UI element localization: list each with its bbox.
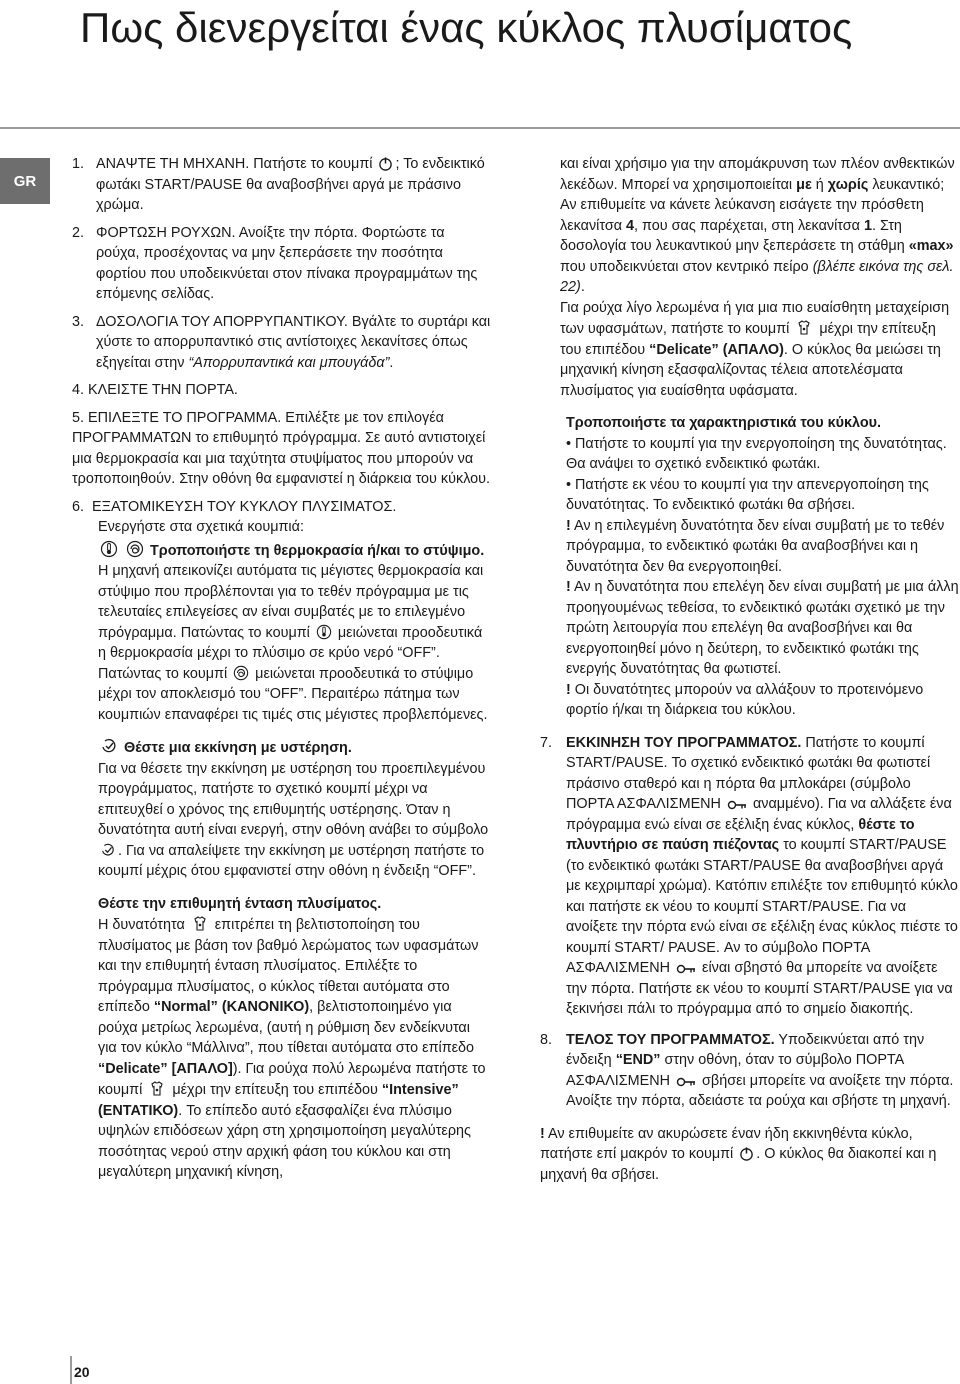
title-band (0, 0, 960, 128)
right-column (540, 154, 960, 1192)
title-divider (0, 127, 960, 129)
delay-timer-icon (100, 842, 116, 858)
step-heading: ΔΟΣΟΛΟΓΙΑ ΤΟΥ ΑΠΟΡΡΥΠΑΝΤΙΚΟΥ. (96, 313, 348, 330)
temperature-icon (100, 540, 118, 558)
warning-mark: ! (566, 579, 571, 595)
door-lock-icon (727, 799, 747, 811)
section-heading: Τροποποιήστε τη θερμοκρασία ή/και το στύψιμο. (150, 542, 485, 559)
left-column (72, 154, 492, 1190)
intensity-section: Θέστε την επιθυμητή ένταση πλυσίματος. Η δυνατότητα επιτρέπει τη βελτιστοποίηση του πλυσίματος με βάση τον βαθμό λερώματος των υφασμάτων και την επιθυμητή ένταση πλυσίματος. Επιλέξτε το πρόγραμμα πλυσίματος, ο κύκλος τίθεται αυτόματα στο επίπεδο “Normal” (ΚΑΝΟΝΙΚΟ), βελτιστοποιημένο για ρούχα μετρίως λερωμένα, (αυτή η ρύθμιση δεν ενδείκνυται για τον κύκλο “Μάλλινα”, που τίθεται αυτόματα στο επίπεδο “Delicate” [ΑΠΑΛΟ]). Για ρούχα πολύ λερωμένα πατήστε το κουμπί μέχρι την επίτευξη του επιπέδου “Intensive” (ΕΝΤΑΤΙΚΟ). Το επίπεδο αυτό εξασφαλίζει ένα πλύσιμο υψηλών επιδόσεων χάρη στη χρησιμοποίηση μεγαλύτερης ποσότητας νερού στην αρχική φάση του κύκλου και στη μεγαλύτερη μηχανική κίνηση, (98, 895, 486, 1180)
page-number: 20 (74, 1364, 90, 1380)
shirt-stain-icon (795, 318, 813, 336)
step-heading: ΕΚΚΙΝΗΣΗ ΤΟΥ ΠΡΟΓΡΑΜΜΑΤΟΣ. (566, 734, 802, 751)
warning-mark: ! (540, 1125, 545, 1142)
shirt-stain-icon (148, 1079, 166, 1097)
section-heading: Θέστε την επιθυμητή ένταση πλυσίματος. (98, 895, 382, 912)
step-heading: ΤΕΛΟΣ ΤΟΥ ΠΡΟΓΡΑΜΜΑΤΟΣ. (566, 1031, 775, 1048)
step-8: 8. ΤΕΛΟΣ ΤΟΥ ΠΡΟΓΡΑΜΜΑΤΟΣ. Υποδεικνύεται από την ένδειξη “END” στην οθόνη, όταν το σύμβολο ΠΟΡΤΑ ΑΣΦΑΛΙΣΜΕΝΗ σβήσει μπορείτε να ανοίξετε την πόρτα. Ανοίξτε την πόρτα, αδειάστε τα ρούχα και σβήστε τη μηχανή. (540, 1031, 954, 1109)
page-title: Πως διενεργείται ένας κύκλος πλυσίματος (80, 4, 853, 51)
power-icon (378, 156, 393, 171)
step-heading: ΚΛΕΙΣΤΕ ΤΗΝ ΠΟΡΤΑ. (88, 382, 238, 398)
spin-icon (126, 540, 144, 558)
shirt-stain-icon (191, 914, 209, 932)
step-1: 1. ΑΝΑΨΤΕ ΤΗ ΜΗΧΑΝΗ. Πατήστε το κουμπί ; Το ενδεικτικό φωτάκι START/PAUSE θα αναβοσβήνει αργά με πράσινο χρώμα. (72, 154, 492, 216)
bleach-paragraph: και είναι χρήσιμο για την απομάκρυνση των πλέον ανθεκτικών λεκέδων. Μπορεί να χρησιμοποιείται με ή χωρίς λευκαντικό; Αν επιθυμείτε να κάνετε λεύκανση εισάγετε την πρόσθετη λεκανίτσα 4, που σας παρέχεται, στη λεκανίτσα 1. Στη δοσολογία του λευκαντικού μην ξεπεράσετε τη στάθμη «max» που υποδεικνύεται στον κεντρικό πείρο (βλέπε εικόνα της σελ. 22). Για ρούχα λίγο λερωμένα ή για μια πιο ευαίσθητη μεταχείριση των υφασμάτων, πατήστε το κουμπί μέχρι την επίτευξη του επιπέδου “Delicate” (ΑΠΑΛΟ). Ο κύκλος θα μειώσει τη μηχανική κίνηση εξασφαλίζοντας τέλεια αποτελέσματα πλυσίματος για ευαίσθητα υφάσματα. (560, 156, 955, 399)
warning-mark: ! (566, 681, 571, 698)
step-5: 5. ΕΠΙΛΕΞΤΕ ΤΟ ΠΡΟΓΡΑΜΜΑ. Επιλέξτε με τον επιλογέα ΠΡΟΓΡΑΜΜΑΤΩΝ το επιθυμητό πρόγραμμα. Σε αυτό αντιστοιχεί μια θερμοκρασία και μια ταχύτητα στυψίματος που μπορούν να τροποποιηθούν. Στην οθόνη θα εμφανιστεί η διάρκεια του κύκλου. (72, 409, 491, 487)
door-lock-icon (676, 963, 696, 975)
step-7: 7. ΕΚΚΙΝΗΣΗ ΤΟΥ ΠΡΟΓΡΑΜΜΑΤΟΣ. Πατήστε το κουμπί START/PAUSE. Το σχετικό ενδεικτικό φωτάκι θα φωτιστεί πράσινο σταθερό και η πόρτα θα μπλοκάρει (σύμβολο ΠΟΡΤΑ ΑΣΦΑΛΙΣΜΕΝΗ αναμμένο). Για να αλλάξετε ένα πρόγραμμα ενώ είναι σε εξέλιξη ένας κύκλος, θέστε το πλυντήριο σε παύση πιέζοντας το κουμπί START/PAUSE (το ενδεικτικό φωτάκι START/PAUSE θα αναβοσβήνει αργά με κεχριμπαρί χρώμα). Κατόπιν επιλέξτε τον επιθυμητό κύκλο και πατήστε εκ νέου το κουμπί START/PAUSE. Για να ανοίξετε την πόρτα ενώ είναι σε εξέλιξη ένας κύκλος πιέστε το κουμπί START/ PAUSE. Αν το σύμβολο ΠΟΡΤΑ ΑΣΦΑΛΙΣΜΕΝΗ είναι σβηστό θα μπορείτε να ανοίξετε την πόρτα. Πατήστε εκ νέου το κουμπί START/PAUSE για να ξεκινήσει πάλι το πρόγραμμα από το σημείο διακοπής. (540, 734, 958, 1017)
footer-divider (70, 1356, 72, 1384)
step-heading: ΕΠΙΛΕΞΤΕ ΤΟ ΠΡΟΓΡΑΜΜΑ. (88, 409, 282, 426)
step-6: 6. ΕΞΑΤΟΜΙΚΕΥΣΗ ΤΟΥ ΚΥΚΛΟΥ ΠΛΥΣΙΜΑΤΟΣ. Ενεργήστε στα σχετικά κουμπιά: (72, 498, 397, 535)
language-tab: GR (0, 158, 50, 204)
section-heading: Τροποποιήστε τα χαρακτηριστικά του κύκλου. (566, 415, 882, 431)
power-icon (739, 1146, 754, 1161)
section-heading: Θέστε μια εκκίνηση με υστέρηση. (124, 740, 352, 756)
step-heading: ΑΝΑΨΤΕ ΤΗ ΜΗΧΑΝΗ. (96, 156, 250, 172)
delay-timer-icon (100, 737, 118, 755)
step-4: 4. ΚΛΕΙΣΤΕ ΤΗΝ ΠΟΡΤΑ. (72, 380, 492, 401)
warning-mark: ! (566, 517, 571, 534)
step-2: 2. ΦΟΡΤΩΣΗ ΡΟΥΧΩΝ. Ανοίξτε την πόρτα. Φορτώστε τα ρούχα, προσέχοντας να μην ξεπεράσετε την ποσότητα φορτίου που υποδεικνύεται στον πίνακα προγραμμάτων της επόμενης σελίδας. (72, 224, 478, 302)
temperature-icon (316, 624, 332, 640)
step-3: 3. ΔΟΣΟΛΟΓΙΑ ΤΟΥ ΑΠΟΡΡΥΠΑΝΤΙΚΟΥ. Βγάλτε το συρτάρι και χύστε το απορρυπαντικό στις αντίστοιχες λεκανίτσες όπως εξηγείται στην “Απορρυπαντικά και μπουγάδα”. (72, 313, 491, 371)
step-heading: ΕΞΑΤΟΜΙΚΕΥΣΗ ΤΟΥ ΚΥΚΛΟΥ ΠΛΥΣΙΜΑΤΟΣ. (92, 498, 397, 515)
delay-start-section: Θέστε μια εκκίνηση με υστέρηση. Για να θέσετε την εκκίνηση με υστέρηση του προεπιλεγμένου προγράμματος, πατήστε το σχετικό κουμπί μέχρι να επιτευχθεί ο χρόνος της επιθυμητής υστέρησης. Όταν η δυνατότητα αυτή είναι ενεργή, στην οθόνη ανάβει το σύμβολο . Για να απαλείψετε την εκκίνηση με υστέρηση πατήστε το κουμπί μέχρις ότου εμφανιστεί στην οθόνη η ένδειξη “OFF”. (72, 737, 492, 882)
features-section: Τροποποιήστε τα χαρακτηριστικά του κύκλου. • Πατήστε το κουμπί για την ενεργοποίηση της δυνατότητας. Θα ανάψει το σχετικό ενδεικτικό φωτάκι. • Πατήστε εκ νέου το κουμπί για την απενεργοποίηση της δυνατότητας. Το ενδεικτικό φωτάκι θα σβήσει. ! Αν η επιλεγμένη δυνατότητα δεν είναι συμβατή με το τεθέν πρόγραμμα, το ενδεικτικό φωτάκι θα αναβοσβήνει και η δυνατότητα δεν θα ενεργοποιηθεί. ! Αν η δυνατότητα που επελέγη δεν είναι συμβατή με μια άλλη προηγουμένως τεθείσα, το ενδεικτικό φωτάκι σχετικό με την πρώτη λειτουργία που επελέγη θα αναβοσβήνει και θα ενεργοποιηθεί μόνο η δεύτερη, το ενδεικτικό φωτάκι της ενεργής δυνατότητας θα φωτιστεί. ! Οι δυνατότητες μπορούν να αλλάξουν το προτεινόμενο φορτίο ή/και τη διάρκεια του κύκλου. (566, 415, 959, 718)
spin-icon (233, 665, 249, 681)
step-number: 1. (72, 156, 85, 172)
cancel-note: ! Αν επιθυμείτε αν ακυρώσετε έναν ήδη εκκινηθέντα κύκλο, πατήστε επί μακρόν το κουμπί . Ο κύκλος θα διακοπεί και η μηχανή θα σβήσει. (540, 1125, 937, 1183)
step-heading: ΦΟΡΤΩΣΗ ΡΟΥΧΩΝ. (96, 224, 236, 241)
temperature-spin-section: Τροποποιήστε τη θερμοκρασία ή/και το στύψιμο. Η μηχανή απεικονίζει αυτόματα τις μέγιστες θερμοκρασία και στύψιμο που προβλέπονται για το τεθέν πρόγραμμα με τις τελευταίες επιλεγείσες αν είναι συμβατές με το επιλεγμένο πρόγραμμα. Πατώντας το κουμπί μειώνεται προοδευτικά η θερμοκρασία μέχρι το πλύσιμο σε κρύο νερό “OFF”. Πατώντας το κουμπί μειώνεται προοδευτικά το στύψιμο μέχρι τον αποκλεισμό του “OFF”. Περαιτέρω πάτημα των κουμπιών επαναφέρει τις τιμές στις μέγιστες προβλεπόμενες. (72, 540, 492, 726)
door-lock-icon (676, 1076, 696, 1088)
